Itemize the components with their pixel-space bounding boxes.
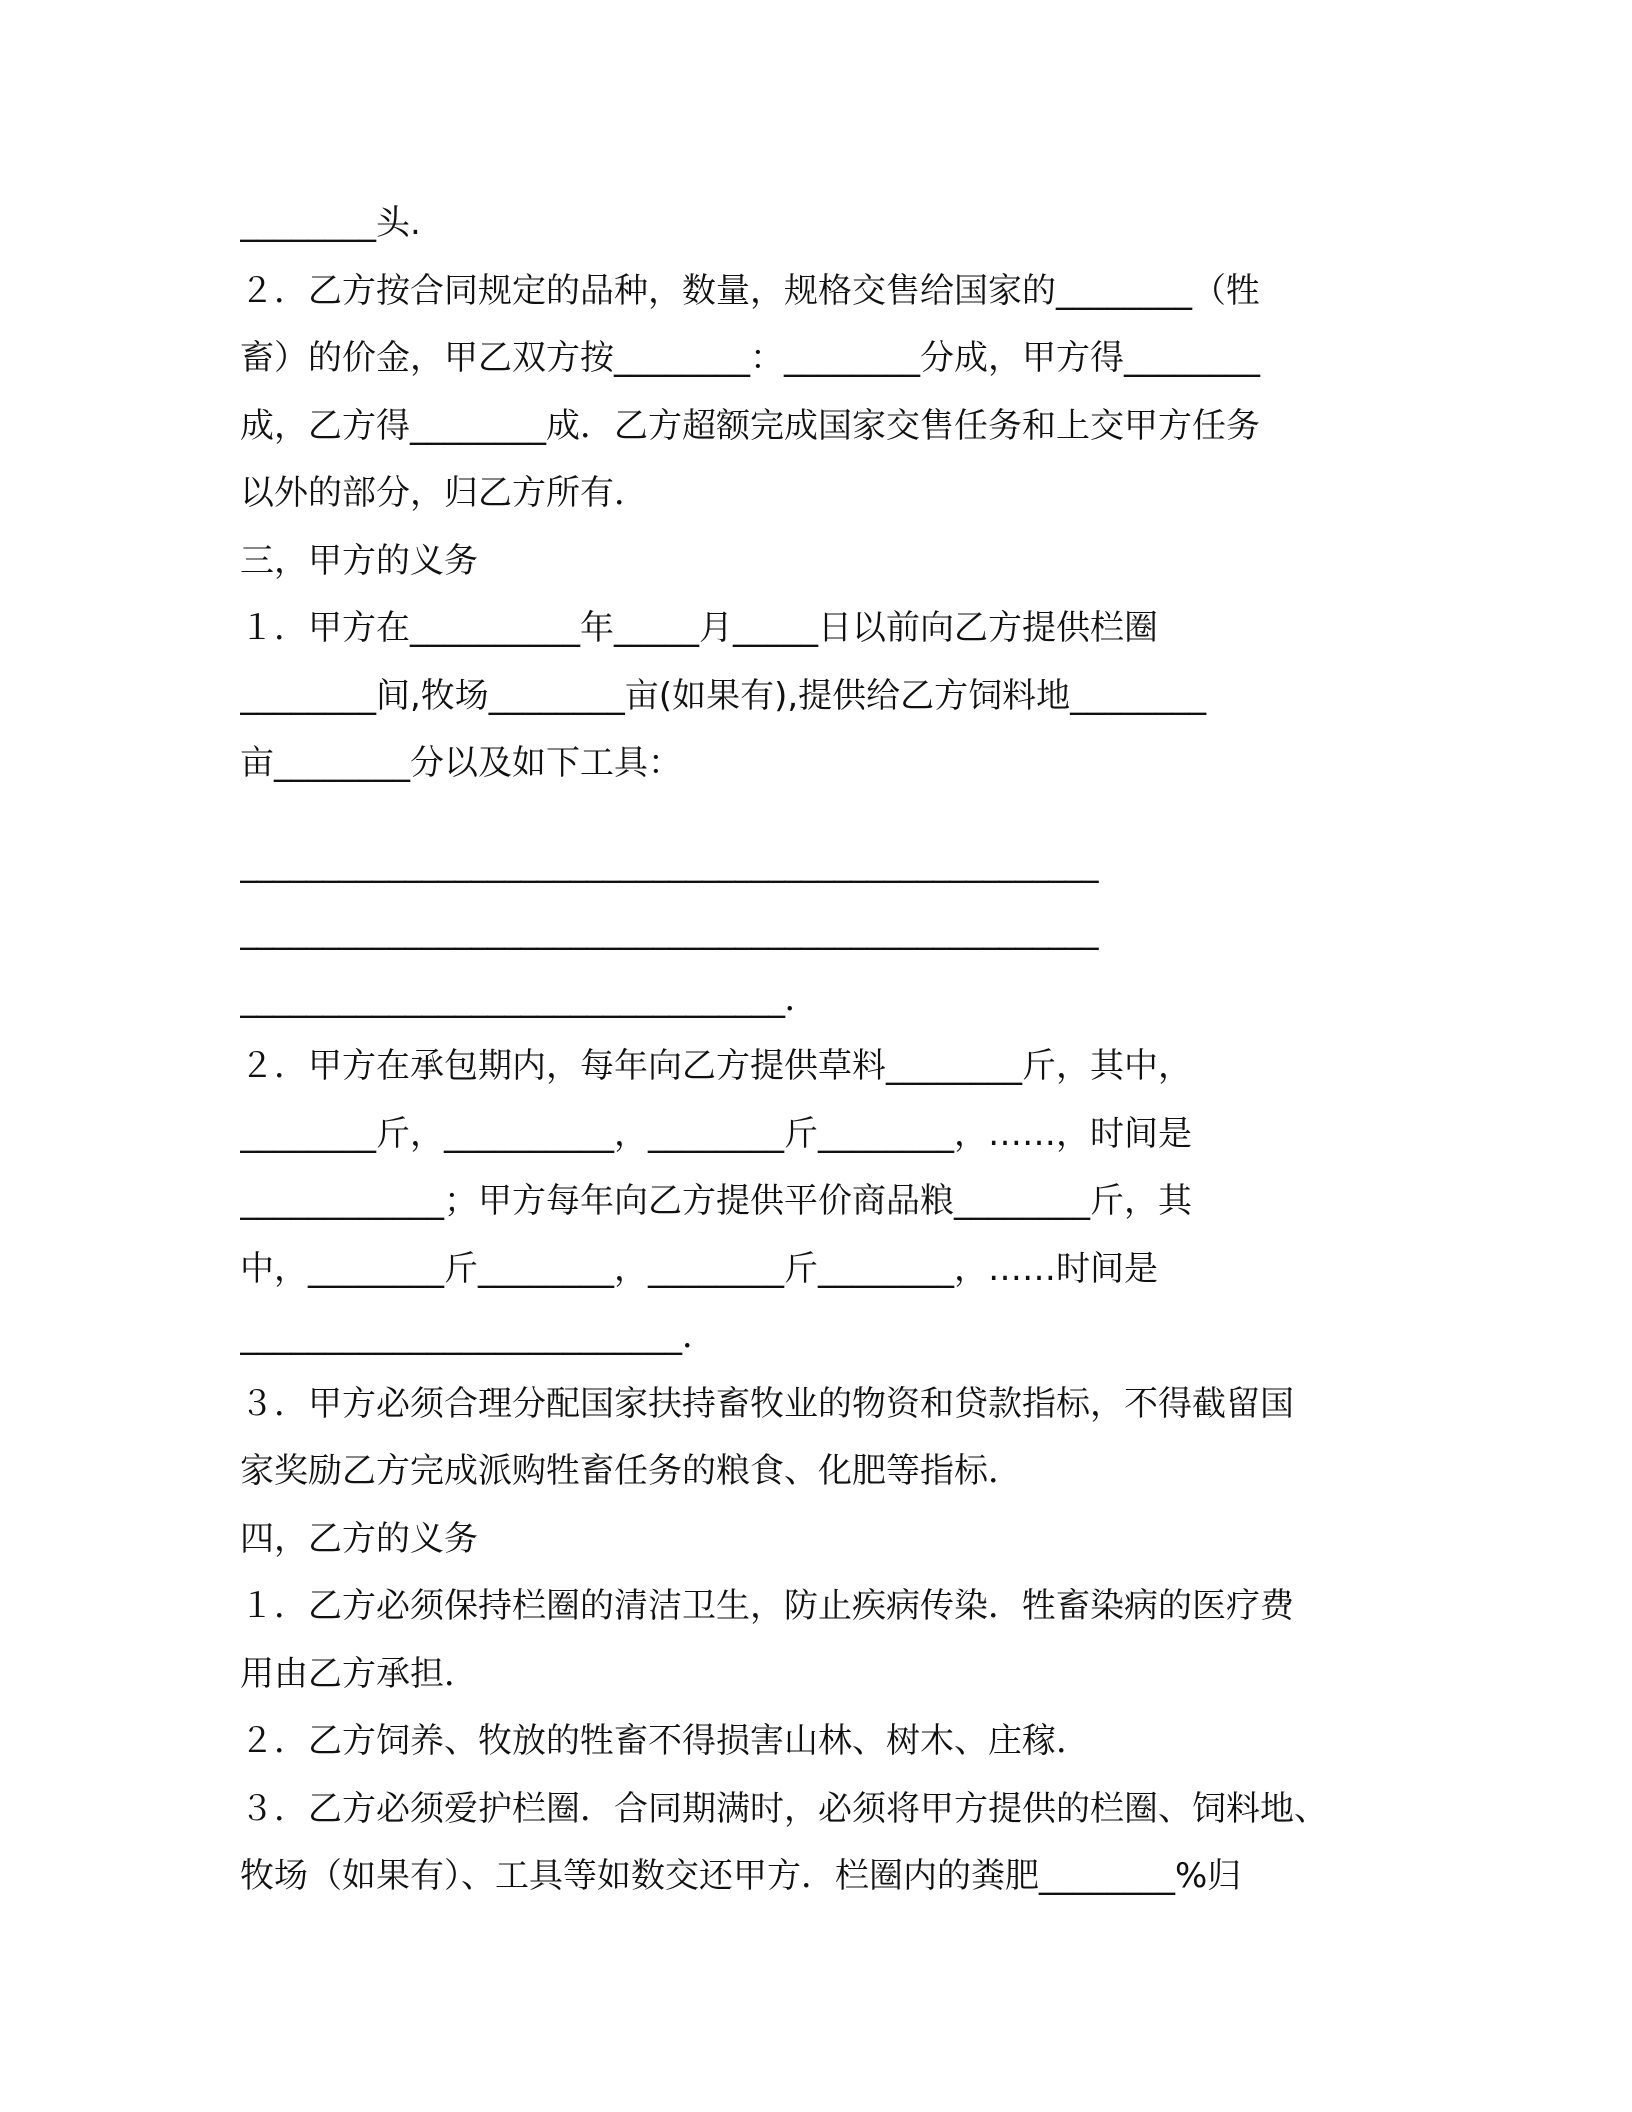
text-line: ２．乙方饲养、牧放的牲畜不得损害山林、树木、庄稼． <box>240 1721 1090 1761</box>
text-line: １．甲方在__________年_____月_____日以前向乙方提供栏圈 <box>240 608 1158 648</box>
text-line: 畜）的价金，甲乙双方按________：________分成，甲方得________ <box>240 338 1260 378</box>
text-line: 牧场（如果有）、工具等如数交还甲方．栏圈内的粪肥________%归 <box>240 1856 1242 1896</box>
text-line: ________间,牧场________亩(如果有),提供给乙方饲料地________ <box>240 675 1207 716</box>
section-heading: 四，乙方的义务 <box>240 1518 478 1559</box>
blank-spacer <box>240 798 1420 831</box>
text-line: ________斤，__________，________斤________，……，时间是 <box>240 1113 1192 1154</box>
text-line: 成，乙方得________成．乙方超额完成国家交售任务和上交甲方任务 <box>240 405 1260 446</box>
text-line: 中，________斤________，________斤________，……时间是 <box>240 1248 1158 1289</box>
text-line: ２．甲方在承包期内，每年向乙方提供草料________斤，其中， <box>240 1046 1192 1086</box>
text-line: 家奖励乙方完成派购牲畜任务的粮食、化肥等指标． <box>240 1451 1022 1491</box>
text-line: ____________；甲方每年向乙方提供平价商品粮________斤，其 <box>240 1181 1192 1221</box>
text-line: __________________________． <box>240 1316 716 1356</box>
text-line: 亩________分以及如下工具： <box>240 743 682 783</box>
section-heading: 三，甲方的义务 <box>240 540 478 581</box>
text-line: 以外的部分，归乙方所有． <box>240 473 648 513</box>
document-page <box>240 190 1420 1911</box>
text-line: 用由乙方承担． <box>240 1653 478 1694</box>
fill-in-blank-line: ____________________________________________________ <box>240 911 1098 951</box>
text-line: ３．乙方必须爱护栏圈．合同期满时，必须将甲方提供的栏圈、饲料地、 <box>240 1788 1328 1829</box>
fill-in-blank-line: ____________________________________________________ <box>240 843 1098 884</box>
text-line: ________头. <box>240 203 421 243</box>
text-line: ２．乙方按合同规定的品种，数量，规格交售给国家的________（牲 <box>240 270 1260 311</box>
text-line: ３．甲方必须合理分配国家扶持畜牧业的物资和贷款指标，不得截留国 <box>240 1383 1294 1424</box>
text-line: １．乙方必须保持栏圈的清洁卫生，防止疾病传染．牲畜染病的医疗费 <box>240 1586 1294 1626</box>
fill-in-blank-line: _________________________________． <box>240 978 818 1019</box>
